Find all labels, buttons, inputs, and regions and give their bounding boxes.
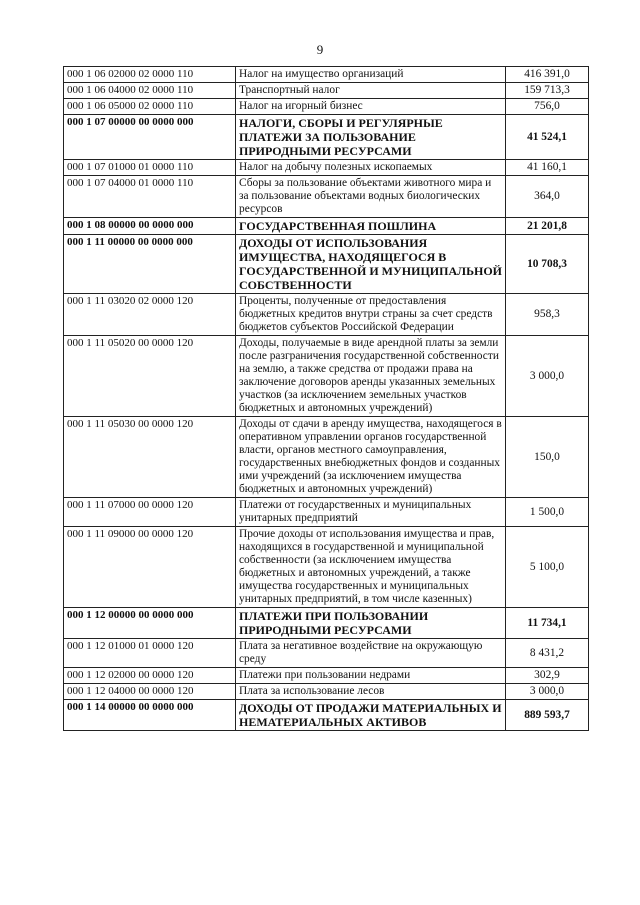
budget-code-cell: 000 1 11 03020 02 0000 120	[64, 294, 236, 336]
table-row	[64, 176, 589, 218]
budget-code-cell: 000 1 07 01000 01 0000 110	[64, 160, 236, 176]
amount-cell: 302,9	[506, 668, 589, 684]
table-row	[64, 218, 589, 235]
table-row	[64, 294, 589, 336]
budget-code-cell: 000 1 14 00000 00 0000 000	[64, 700, 236, 731]
revenue-name-cell: Плата за использование лесов	[236, 684, 506, 700]
budget-code-cell: 000 1 06 02000 02 0000 110	[64, 67, 236, 83]
table-row	[64, 235, 589, 294]
amount-cell: 5 100,0	[506, 527, 589, 608]
revenue-name-cell: ПЛАТЕЖИ ПРИ ПОЛЬЗОВАНИИ ПРИРОДНЫМИ РЕСУРСАМИ	[236, 608, 506, 639]
amount-cell: 364,0	[506, 176, 589, 218]
page-number: 9	[316, 42, 324, 57]
table-row	[64, 417, 589, 498]
budget-code-cell: 000 1 12 01000 01 0000 120	[64, 639, 236, 668]
table-row	[64, 160, 589, 176]
amount-cell: 159 713,3	[506, 83, 589, 99]
budget-code-cell: 000 1 12 04000 00 0000 120	[64, 684, 236, 700]
table-row	[64, 527, 589, 608]
budget-code-cell: 000 1 06 05000 02 0000 110	[64, 99, 236, 115]
revenue-name-cell: ДОХОДЫ ОТ ПРОДАЖИ МАТЕРИАЛЬНЫХ И НЕМАТЕРИАЛЬНЫХ АКТИВОВ	[236, 700, 506, 731]
budget-code-cell: 000 1 11 09000 00 0000 120	[64, 527, 236, 608]
table-row	[64, 639, 589, 668]
revenue-name-cell: Доходы, получаемые в виде арендной платы за земли после разграничения государственной собственности на землю, а также средства от продажи права на заключение договоров аренды указанных земельных участков (за исключением земельных участков бюджетных и автономных учреждений)	[236, 336, 506, 417]
table-row	[64, 668, 589, 684]
revenue-name-cell: Платежи при пользовании недрами	[236, 668, 506, 684]
amount-cell: 8 431,2	[506, 639, 589, 668]
revenue-name-cell: ГОСУДАРСТВЕННАЯ ПОШЛИНА	[236, 218, 506, 235]
budget-code-cell: 000 1 11 05020 00 0000 120	[64, 336, 236, 417]
budget-code-cell: 000 1 12 02000 00 0000 120	[64, 668, 236, 684]
amount-cell: 21 201,8	[506, 218, 589, 235]
amount-cell: 150,0	[506, 417, 589, 498]
revenue-name-cell: Плата за негативное воздействие на окружающую среду	[236, 639, 506, 668]
revenue-name-cell: Транспортный налог	[236, 83, 506, 99]
table-row	[64, 99, 589, 115]
table-row	[64, 336, 589, 417]
revenue-name-cell: Платежи от государственных и муниципальных унитарных предприятий	[236, 498, 506, 527]
amount-cell: 11 734,1	[506, 608, 589, 639]
budget-code-cell: 000 1 08 00000 00 0000 000	[64, 218, 236, 235]
revenue-name-cell: Сборы за пользование объектами животного мира и за пользование объектами водных биологических ресурсов	[236, 176, 506, 218]
budget-code-cell: 000 1 12 00000 00 0000 000	[64, 608, 236, 639]
budget-revenue-table	[63, 66, 589, 731]
table-row	[64, 67, 589, 83]
budget-code-cell: 000 1 11 07000 00 0000 120	[64, 498, 236, 527]
table-row	[64, 608, 589, 639]
budget-code-cell: 000 1 07 04000 01 0000 110	[64, 176, 236, 218]
budget-code-cell: 000 1 11 05030 00 0000 120	[64, 417, 236, 498]
table-row	[64, 684, 589, 700]
revenue-name-cell: Доходы от сдачи в аренду имущества, находящегося в оперативном управлении органов государственной власти, органов местного самоуправления, государственных внебюджетных фондов и созданных ими учреждений (за исключением имущества бюджетных и автономных учреждений)	[236, 417, 506, 498]
table-row	[64, 700, 589, 731]
table-row	[64, 115, 589, 160]
amount-cell: 416 391,0	[506, 67, 589, 83]
amount-cell: 756,0	[506, 99, 589, 115]
revenue-name-cell: ДОХОДЫ ОТ ИСПОЛЬЗОВАНИЯ ИМУЩЕСТВА, НАХОДЯЩЕГОСЯ В ГОСУДАРСТВЕННОЙ И МУНИЦИПАЛЬНОЙ СОБСТВЕННОСТИ	[236, 235, 506, 294]
amount-cell: 889 593,7	[506, 700, 589, 731]
amount-cell: 41 160,1	[506, 160, 589, 176]
revenue-name-cell: Налог на имущество организаций	[236, 67, 506, 83]
table-row	[64, 83, 589, 99]
budget-code-cell: 000 1 06 04000 02 0000 110	[64, 83, 236, 99]
amount-cell: 3 000,0	[506, 684, 589, 700]
revenue-name-cell: Прочие доходы от использования имущества и прав, находящихся в государственной и муниципальной собственности (за исключением имущества бюджетных и автономных учреждений, а также имущества государственных и муниципальных унитарных предприятий, в том числе казенных)	[236, 527, 506, 608]
budget-code-cell: 000 1 11 00000 00 0000 000	[64, 235, 236, 294]
amount-cell: 1 500,0	[506, 498, 589, 527]
revenue-name-cell: НАЛОГИ, СБОРЫ И РЕГУЛЯРНЫЕ ПЛАТЕЖИ ЗА ПОЛЬЗОВАНИЕ ПРИРОДНЫМИ РЕСУРСАМИ	[236, 115, 506, 160]
revenue-name-cell: Налог на игорный бизнес	[236, 99, 506, 115]
amount-cell: 41 524,1	[506, 115, 589, 160]
revenue-name-cell: Налог на добычу полезных ископаемых	[236, 160, 506, 176]
amount-cell: 958,3	[506, 294, 589, 336]
amount-cell: 10 708,3	[506, 235, 589, 294]
budget-code-cell: 000 1 07 00000 00 0000 000	[64, 115, 236, 160]
table-body	[64, 67, 589, 731]
table-row	[64, 498, 589, 527]
amount-cell: 3 000,0	[506, 336, 589, 417]
revenue-name-cell: Проценты, полученные от предоставления бюджетных кредитов внутри страны за счет средств бюджетов субъектов Российской Федерации	[236, 294, 506, 336]
